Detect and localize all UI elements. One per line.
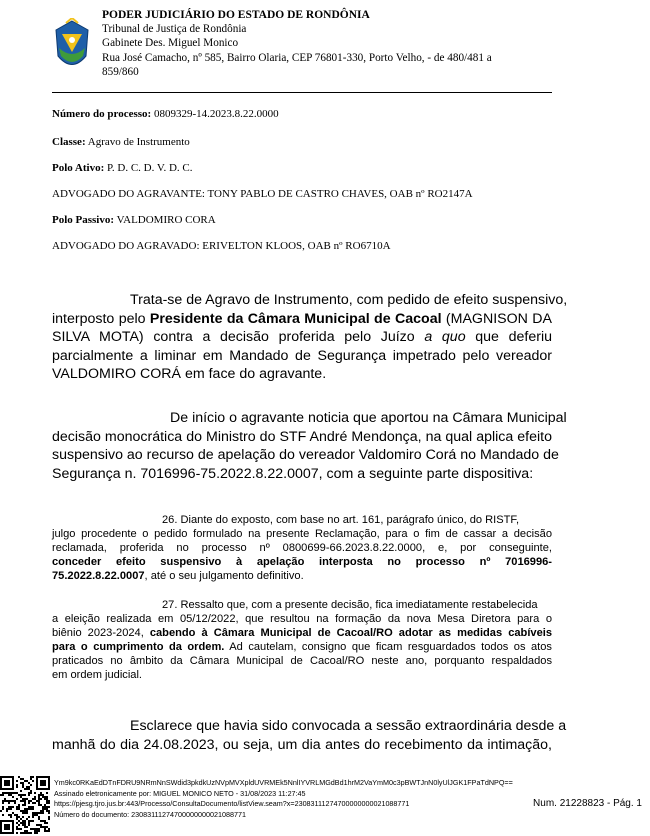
case-number	[52, 108, 279, 121]
header-line: 859/860	[102, 65, 139, 78]
header-divider	[52, 92, 552, 93]
case-class-value: Agravo de Instrumento	[87, 136, 190, 148]
text-line	[52, 641, 552, 655]
text-span: que deferiu	[465, 329, 552, 345]
text-line	[52, 570, 552, 584]
active-party-value: P. D. C. D. V. D. C.	[107, 162, 193, 174]
document-hash: Ym9kc0RKaEdDTnFDRU9NRmNnSWdid3pkdkUzNVpMVXpldUVRMEk5NnlIYVRLMGdBd1hrM2VaYmM0c3pBWTJnN0lyUlJGK1FPaTdNPQ==	[54, 778, 513, 787]
page-number: Num. 21228823 - Pág. 1	[533, 798, 642, 809]
header-text	[102, 8, 602, 79]
quote-1	[52, 514, 552, 584]
text-line: decisão monocrática do Ministro do STF André Mendonça, na qual aplica efeito	[52, 428, 552, 445]
passive-party-value: VALDOMIRO CORA	[116, 214, 216, 226]
case-number-label: Número do processo:	[52, 108, 152, 120]
text-span: , até o seu julgamento definitivo.	[144, 569, 304, 582]
case-class-label: Classe:	[52, 136, 86, 148]
text-span: biênio 2023-2024,	[52, 626, 150, 639]
text-span: Ad cautelam, consigno que ficam resguardados todos os atos	[224, 640, 552, 653]
paragraph-3	[52, 717, 567, 754]
document-url[interactable]: https://pjesg.tjro.jus.br:443/Processo/ConsultaDocumento/listView.seam?x=23083111274700000000021088771	[54, 799, 410, 809]
text-line: 27. Ressalto que, com a presente decisão, fica imediatamente restabelecida	[162, 599, 538, 611]
text-line	[52, 627, 552, 641]
text-span: SILVA MOTA) contra a decisão proferida pelo Juízo	[52, 329, 425, 345]
text-line	[52, 328, 552, 347]
text-line: VALDOMIRO CORÁ em face do agravante.	[52, 366, 327, 382]
court-emblem-icon	[52, 18, 92, 76]
appellee-lawyer: ADVOGADO DO AGRAVADO: ERIVELTON KLOOS, OAB nº RO6710A	[52, 240, 391, 252]
document-header	[52, 8, 612, 88]
passive-party-label: Polo Passivo:	[52, 214, 115, 226]
text-italic: a quo	[424, 329, 466, 345]
text-bold: 75.2022.8.22.0007	[52, 569, 145, 582]
text-line: suspensivo ao recurso de apelação do vereador Valdomiro Corá no Mandado de	[52, 447, 559, 463]
header-title: PODER JUDICIÁRIO DO ESTADO DE RONDÔNIA	[102, 9, 370, 21]
text-bold: cabendo à Câmara Municipal de Cacoal/RO adotar as medidas cabíveis	[149, 626, 552, 639]
text-line: Segurança n. 7016996-75.2022.8.22.0007, com a seguinte parte dispositiva:	[52, 465, 534, 482]
text-line: reclamada, proferida no processo nº 0800699-66.2023.8.22.0000, e, por conseguinte,	[52, 541, 552, 554]
signature-footer	[54, 778, 513, 820]
quote-2	[52, 599, 552, 682]
document-number: Número do documento: 23083111274700000000021088771	[54, 809, 246, 819]
text-span: interposto pelo	[52, 310, 150, 327]
appellant-lawyer: ADVOGADO DO AGRAVANTE: TONY PABLO DE CASTRO CHAVES, OAB nº RO2147A	[52, 188, 473, 200]
qr-code-icon	[0, 776, 50, 834]
header-line: Gabinete Des. Miguel Monico	[102, 37, 239, 50]
text-bold: para o cumprimento da ordem.	[52, 640, 225, 653]
text-bold: Presidente da Câmara Municipal de Cacoal	[149, 310, 442, 327]
active-party	[52, 162, 192, 175]
active-party-label: Polo Ativo:	[52, 162, 105, 174]
text-line	[52, 310, 552, 329]
passive-party	[52, 214, 216, 227]
header-line: Tribunal de Justiça de Rondônia	[102, 23, 247, 36]
text-line: em ordem judicial.	[52, 668, 143, 681]
text-line: praticados no âmbito da Câmara Municipal de Cacoal/RO neste ano, porquanto respaldados	[52, 654, 552, 667]
text-line: Esclarece que havia sido convocada a sessão extraordinária desde a	[130, 718, 567, 734]
text-line: manhã do dia 24.08.2023, ou seja, um dia antes do recebimento da intimação,	[52, 736, 552, 753]
text-line-bold: conceder efeito suspensivo à apelação interposta no processo nº 7016996-	[52, 555, 552, 568]
case-number-value: 0809329-14.2023.8.22.0000	[153, 108, 279, 120]
paragraph-1	[52, 291, 568, 384]
header-line: Rua José Camacho, nº 585, Bairro Olaria, CEP 76801-330, Porto Velho, - de 480/481 a	[102, 51, 492, 64]
text-line: 26. Diante do exposto, com base no art. 161, parágrafo único, do RISTF,	[162, 514, 520, 526]
case-class	[52, 136, 190, 149]
signature-line: Assinado eletronicamente por: MIGUEL MONICO NETO - 31/08/2023 11:27:45	[54, 788, 306, 798]
text-line: julgo procedente o pedido formulado na presente Reclamação, para o fim de cassar a decisão	[52, 527, 552, 540]
text-line: a eleição realizada em 05/12/2022, que resultou na formação da nova Mesa Diretora para o	[52, 612, 552, 625]
text-span: (MAGNISON DA	[441, 310, 552, 327]
text-line: parcialmente a liminar em Mandado de Segurança impetrado pelo vereador	[52, 347, 552, 364]
text-line: Trata-se de Agravo de Instrumento, com pedido de efeito suspensivo,	[130, 292, 568, 308]
paragraph-2	[52, 409, 567, 483]
text-line: De início o agravante noticia que aportou na Câmara Municipal	[170, 410, 567, 426]
